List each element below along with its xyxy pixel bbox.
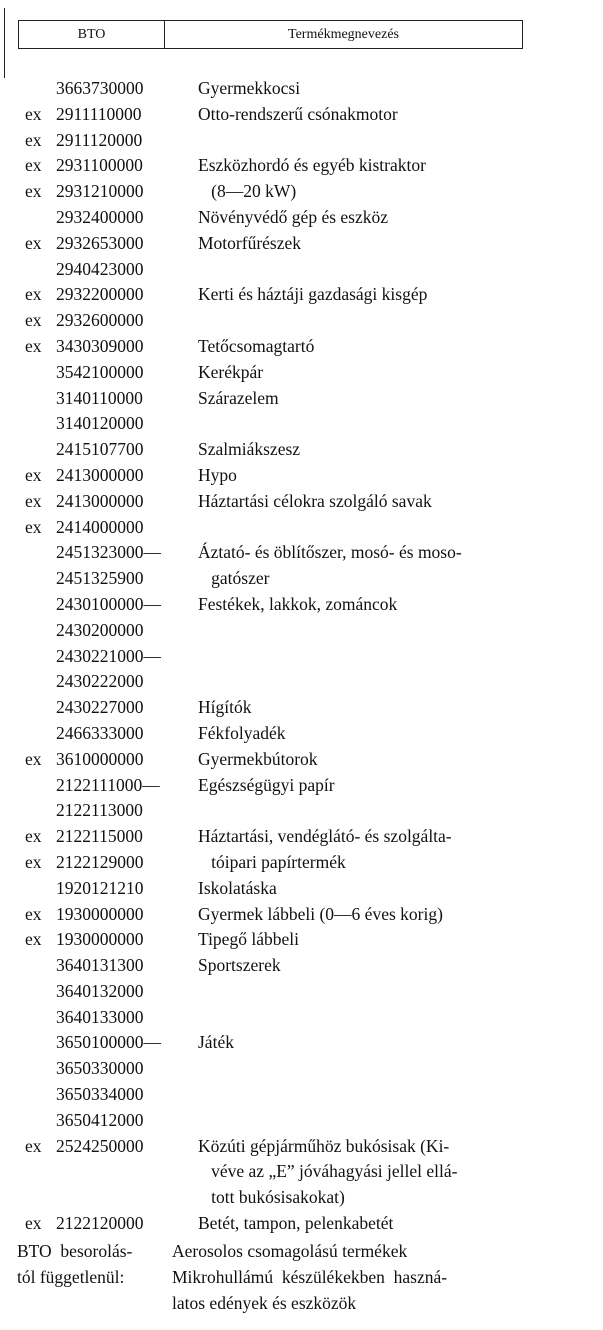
product-name: Eszközhordó és egyéb kistraktor <box>198 155 426 176</box>
table-row <box>0 798 603 824</box>
table-row <box>0 824 603 850</box>
footer-label: tól függetlenül: <box>17 1267 125 1287</box>
product-name: Kerti és háztáji gazdasági kisgép <box>198 284 428 305</box>
table-row <box>0 153 603 179</box>
product-name: Hypo <box>198 464 237 485</box>
product-name: (8—20 kW) <box>198 181 297 202</box>
bto-code: 2415107700 <box>56 439 144 460</box>
bto-code: 2430100000— <box>56 593 161 614</box>
bto-code: 2932200000 <box>56 284 144 305</box>
table-row <box>0 463 603 489</box>
footer-label: BTO besorolás- <box>17 1241 133 1261</box>
table-row <box>0 592 603 618</box>
table-row <box>0 411 603 437</box>
bto-code: 3650330000 <box>56 1058 144 1079</box>
bto-code: 2413000000 <box>56 464 144 485</box>
bto-code: 3650100000— <box>56 1032 161 1053</box>
table-row <box>0 205 603 231</box>
bto-code: 2931210000 <box>56 181 144 202</box>
table-row <box>0 902 603 928</box>
product-name: Gyermekbútorok <box>198 748 318 769</box>
product-name: Szalmiákszesz <box>198 439 301 460</box>
table-row <box>0 618 603 644</box>
ex-marker: ex <box>25 155 42 176</box>
product-name: Áztató- és öblítőszer, mosó- és moso- <box>198 542 462 563</box>
ex-marker: ex <box>25 1213 42 1234</box>
product-name: Festékek, lakkok, zománcok <box>198 593 398 614</box>
table-row <box>0 1211 603 1237</box>
bto-code: 2940423000 <box>56 258 144 279</box>
product-name: Egészségügyi papír <box>198 774 335 795</box>
bto-code: 3430309000 <box>56 335 144 356</box>
table-row <box>0 360 603 386</box>
product-name: tóipari papírtermék <box>198 851 346 872</box>
table-row <box>0 721 603 747</box>
table-row <box>0 773 603 799</box>
product-name: Motorfűrészek <box>198 232 302 253</box>
table-row <box>0 334 603 360</box>
table-row <box>0 953 603 979</box>
table-row <box>0 386 603 412</box>
table-row <box>0 1185 603 1211</box>
product-name: Tipegő lábbeli <box>198 929 299 950</box>
product-name: véve az „E” jóváhagyási jellel ellá- <box>198 1161 458 1182</box>
product-name: tott bukósisakokat) <box>198 1187 345 1208</box>
header-product-name: Termékmegnevezés <box>288 26 399 42</box>
table-row <box>0 1134 603 1160</box>
footer-row <box>0 1290 603 1316</box>
product-name: Tetőcsomagtartó <box>198 335 315 356</box>
bto-code: 3140120000 <box>56 413 144 434</box>
product-name: Háztartási, vendéglátó- és szolgálta- <box>198 826 452 847</box>
ex-marker: ex <box>25 851 42 872</box>
table-row <box>0 437 603 463</box>
product-name: Otto-rendszerű csónakmotor <box>198 103 398 124</box>
table-row <box>0 1056 603 1082</box>
product-name: Közúti gépjárműhöz bukósisak (Ki- <box>198 1135 450 1156</box>
table-row <box>0 308 603 334</box>
table-row <box>0 282 603 308</box>
ex-marker: ex <box>25 129 42 150</box>
table-row <box>0 566 603 592</box>
product-name: Kerékpár <box>198 361 264 382</box>
bto-code: 3140110000 <box>56 387 143 408</box>
bto-code: 2911120000 <box>56 129 143 150</box>
footer-text: latos edények és eszközök <box>172 1293 357 1313</box>
product-name: Játék <box>198 1032 234 1053</box>
bto-code: 2413000000 <box>56 490 144 511</box>
ex-marker: ex <box>25 464 42 485</box>
product-name: Gyermekkocsi <box>198 78 301 98</box>
table-row <box>0 102 603 128</box>
ex-marker: ex <box>25 929 42 950</box>
table-row <box>0 128 603 154</box>
header-bto: BTO <box>19 21 165 48</box>
table-row <box>0 747 603 773</box>
footer-text: Mikrohullámú készülékekben haszná- <box>172 1267 448 1287</box>
bto-code: 3610000000 <box>56 748 144 769</box>
ex-marker: ex <box>25 181 42 202</box>
ex-marker: ex <box>25 826 42 847</box>
ex-marker: ex <box>25 310 42 331</box>
bto-code: 1930000000 <box>56 903 144 924</box>
bto-code: 3640132000 <box>56 980 144 1001</box>
bto-code: 3640131300 <box>56 955 144 976</box>
ex-marker: ex <box>25 284 42 305</box>
product-name: Gyermek lábbeli (0—6 éves korig) <box>198 903 443 924</box>
table-row <box>0 231 603 257</box>
table-row <box>0 979 603 1005</box>
table-row <box>0 489 603 515</box>
ex-marker: ex <box>25 903 42 924</box>
ex-marker: ex <box>25 232 42 253</box>
bto-code: 3650412000 <box>56 1109 144 1130</box>
bto-code: 2414000000 <box>56 516 144 537</box>
bto-code: 3640133000 <box>56 1006 144 1027</box>
bto-code: 3542100000 <box>56 361 144 382</box>
table-header <box>18 20 523 49</box>
product-name: Növényvédő gép és eszköz <box>198 206 389 227</box>
bto-code: 2932600000 <box>56 310 144 331</box>
bto-code: 2466333000 <box>56 722 144 743</box>
bto-code: 2430227000 <box>56 697 144 718</box>
bto-code: 3663730000 <box>56 78 144 98</box>
bto-code: 2911110000 <box>56 103 142 124</box>
table-row <box>0 850 603 876</box>
footer-note <box>0 1238 603 1316</box>
bto-code: 2932400000 <box>56 206 144 227</box>
table-row <box>0 1159 603 1185</box>
bto-code: 2122111000— <box>56 774 160 795</box>
product-table <box>0 76 603 1237</box>
table-row <box>0 1108 603 1134</box>
bto-code: 1930000000 <box>56 929 144 950</box>
bto-code: 2932653000 <box>56 232 144 253</box>
product-name: gatószer <box>198 568 270 589</box>
bto-code: 1920121210 <box>56 877 144 898</box>
table-row <box>0 695 603 721</box>
table-row <box>0 257 603 283</box>
ex-marker: ex <box>25 103 42 124</box>
product-name: Hígítók <box>198 697 252 718</box>
product-name: Betét, tampon, pelenkabetét <box>198 1213 394 1234</box>
bto-code: 2122115000 <box>56 826 143 847</box>
table-row <box>0 515 603 541</box>
bto-code: 2122120000 <box>56 1213 144 1234</box>
footer-text: Aerosolos csomagolású termékek <box>172 1241 408 1261</box>
table-row <box>0 179 603 205</box>
table-row <box>0 927 603 953</box>
ex-marker: ex <box>25 335 42 356</box>
bto-code: 2524250000 <box>56 1135 144 1156</box>
bto-code: 2931100000 <box>56 155 143 176</box>
bto-code: 2122129000 <box>56 851 144 872</box>
bto-code: 3650334000 <box>56 1084 144 1105</box>
ex-marker: ex <box>25 516 42 537</box>
bto-code: 2122113000 <box>56 800 143 821</box>
ex-marker: ex <box>25 748 42 769</box>
footer-row <box>0 1238 603 1264</box>
table-row <box>0 876 603 902</box>
table-row <box>0 1082 603 1108</box>
bto-code: 2430221000— <box>56 645 161 666</box>
product-name: Háztartási célokra szolgáló savak <box>198 490 432 511</box>
ex-marker: ex <box>25 1135 42 1156</box>
table-row <box>0 669 603 695</box>
margin-rule <box>4 8 5 78</box>
bto-code: 2451323000— <box>56 542 161 563</box>
ex-marker: ex <box>25 490 42 511</box>
bto-code: 2430200000 <box>56 619 144 640</box>
table-row <box>0 76 603 102</box>
bto-code: 2430222000 <box>56 671 144 692</box>
product-name: Sportszerek <box>198 955 281 976</box>
product-name: Iskolatáska <box>198 877 277 898</box>
table-row <box>0 644 603 670</box>
table-row <box>0 540 603 566</box>
bto-code: 2451325900 <box>56 568 144 589</box>
table-row <box>0 1005 603 1031</box>
product-name: Fékfolyadék <box>198 722 286 743</box>
product-name: Szárazelem <box>198 387 279 408</box>
table-row <box>0 1030 603 1056</box>
footer-row <box>0 1264 603 1290</box>
